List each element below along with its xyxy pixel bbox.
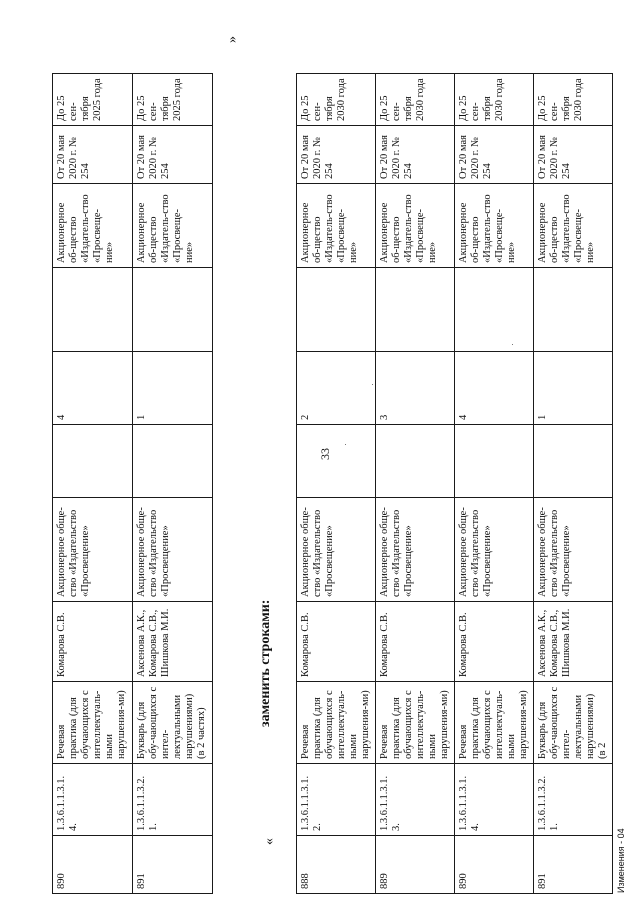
table-cell: Комарова С.В.	[376, 602, 455, 682]
table-cell: От 20 мая 2020 г. № 254	[133, 126, 213, 184]
table-row	[133, 74, 213, 894]
table-cell: Речевая практика (для обучающихся с интеллектуаль-ными нарушения-ми)	[455, 682, 534, 764]
scan-speck	[345, 444, 346, 445]
scan-speck	[372, 384, 373, 385]
table-cell: Акционерное обще-ство «Издательство «Просвещение»	[534, 498, 613, 602]
table-cell: 2	[297, 352, 376, 425]
table-cell: 4	[455, 352, 534, 425]
table-cell: 1	[133, 352, 213, 425]
table-cell: 891	[534, 836, 613, 894]
table-cell: 890	[53, 836, 133, 894]
table-cell: Акционерное обще-ство «Издательство «Просвещение»	[53, 498, 133, 602]
top-table	[52, 73, 213, 894]
table-cell: Акционерное обще-ство «Издательство «Просвещение»	[133, 498, 213, 602]
page-number: 33	[318, 448, 332, 460]
table-cell: Акционерное обще-ство «Издательство «Просвещение»	[376, 498, 455, 602]
instruction-text: заменить строками:	[258, 599, 273, 727]
table-cell: 3	[376, 352, 455, 425]
table-cell: От 20 мая 2020 г. № 254	[53, 126, 133, 184]
close-quote: »	[225, 36, 240, 43]
table-cell: От 20 мая 2020 г. № 254	[455, 126, 534, 184]
table-cell	[376, 425, 455, 498]
footer-text: Изменения - 04	[616, 828, 626, 893]
scan-speck	[512, 344, 513, 345]
table-cell: 4	[53, 352, 133, 425]
table-cell	[534, 425, 613, 498]
table-cell: 890	[455, 836, 534, 894]
table-cell	[455, 268, 534, 352]
table-cell: 1	[534, 352, 613, 425]
table-cell	[133, 425, 213, 498]
table-cell: Акционерное обще-ство «Издательство «Просвещение»	[455, 498, 534, 602]
table-row	[53, 74, 133, 894]
table-row	[376, 74, 455, 894]
table-cell: 1.3.6.1.1.3.1. 4.	[53, 764, 133, 836]
table-cell: 1.3.6.1.1.3.2. 1.	[133, 764, 213, 836]
table-cell: Акционерное об-щество «Издатель-ство «Просвеще-ние»	[376, 184, 455, 268]
table-cell	[53, 268, 133, 352]
table-cell: Акционерное об-щество «Издатель-ство «Просвеще-ние»	[455, 184, 534, 268]
table-cell: До 25 сен-тября 2030 года	[534, 74, 613, 126]
table-cell: До 25 сен-тября 2025 года	[53, 74, 133, 126]
table-cell: 888	[297, 836, 376, 894]
open-quote: «	[262, 838, 277, 845]
table-cell: 1.3.6.1.1.3.2. 1.	[534, 764, 613, 836]
table-cell	[297, 425, 376, 498]
table-cell: Акционерное об-щество «Издатель-ство «Просвеще-ние»	[53, 184, 133, 268]
table-cell	[376, 268, 455, 352]
table-cell	[534, 268, 613, 352]
table-cell: Речевая практика (для обучающихся с интеллектуаль-ными нарушения-ми)	[53, 682, 133, 764]
table-cell: Акционерное обще-ство «Издательство «Просвещение»	[297, 498, 376, 602]
table-row	[297, 74, 376, 894]
table-cell: Речевая практика (для обучающихся с интеллектуаль-ными нарушения-ми)	[376, 682, 455, 764]
table-cell: Букварь (для обу-чающихся с интел-лектуальными нарушениями) (в 2 частях)	[133, 682, 213, 764]
table-cell: 1.3.6.1.1.3.1. 2.	[297, 764, 376, 836]
table-cell: 889	[376, 836, 455, 894]
table-cell: Комарова С.В.	[53, 602, 133, 682]
table-cell: Речевая практика (для обучающихся с интеллектуаль-ными нарушения-ми)	[297, 682, 376, 764]
table-cell	[133, 268, 213, 352]
table-cell: Комарова С.В.	[455, 602, 534, 682]
table-cell: От 20 мая 2020 г. № 254	[376, 126, 455, 184]
table-cell: 1.3.6.1.1.3.1. 3.	[376, 764, 455, 836]
table-cell: От 20 мая 2020 г. № 254	[534, 126, 613, 184]
table-cell	[53, 425, 133, 498]
table-cell: Акционерное об-щество «Издатель-ство «Просвеще-ние»	[297, 184, 376, 268]
table-cell	[455, 425, 534, 498]
table-cell: Акционерное об-щество «Издатель-ство «Просвеще-ние»	[133, 184, 213, 268]
table-row	[455, 74, 534, 894]
table-cell: От 20 мая 2020 г. № 254	[297, 126, 376, 184]
table-cell: До 25 сен-тября 2030 года	[376, 74, 455, 126]
table-cell: До 25 сен-тября 2030 года	[297, 74, 376, 126]
table-cell: Аксенова А.К., Комарова С.В., Шишкова М.И.	[133, 602, 213, 682]
table-cell: 891	[133, 836, 213, 894]
table-cell: До 25 сен-тября 2030 года	[455, 74, 534, 126]
table-cell: Акционерное об-щество «Издатель-ство «Просвеще-ние»	[534, 184, 613, 268]
table-cell: Аксенова А.К., Комарова С.В., Шишкова М.И.	[534, 602, 613, 682]
table-cell: До 25 сен-тября 2025 года	[133, 74, 213, 126]
table-cell: Букварь (для обу-чающихся с интел-лектуальными нарушениями) (в 2	[534, 682, 613, 764]
table-cell: 1.3.6.1.1.3.1. 4.	[455, 764, 534, 836]
bottom-table	[296, 73, 613, 894]
table-cell	[297, 268, 376, 352]
table-cell: Комарова С.В.	[297, 602, 376, 682]
table-row	[534, 74, 613, 894]
